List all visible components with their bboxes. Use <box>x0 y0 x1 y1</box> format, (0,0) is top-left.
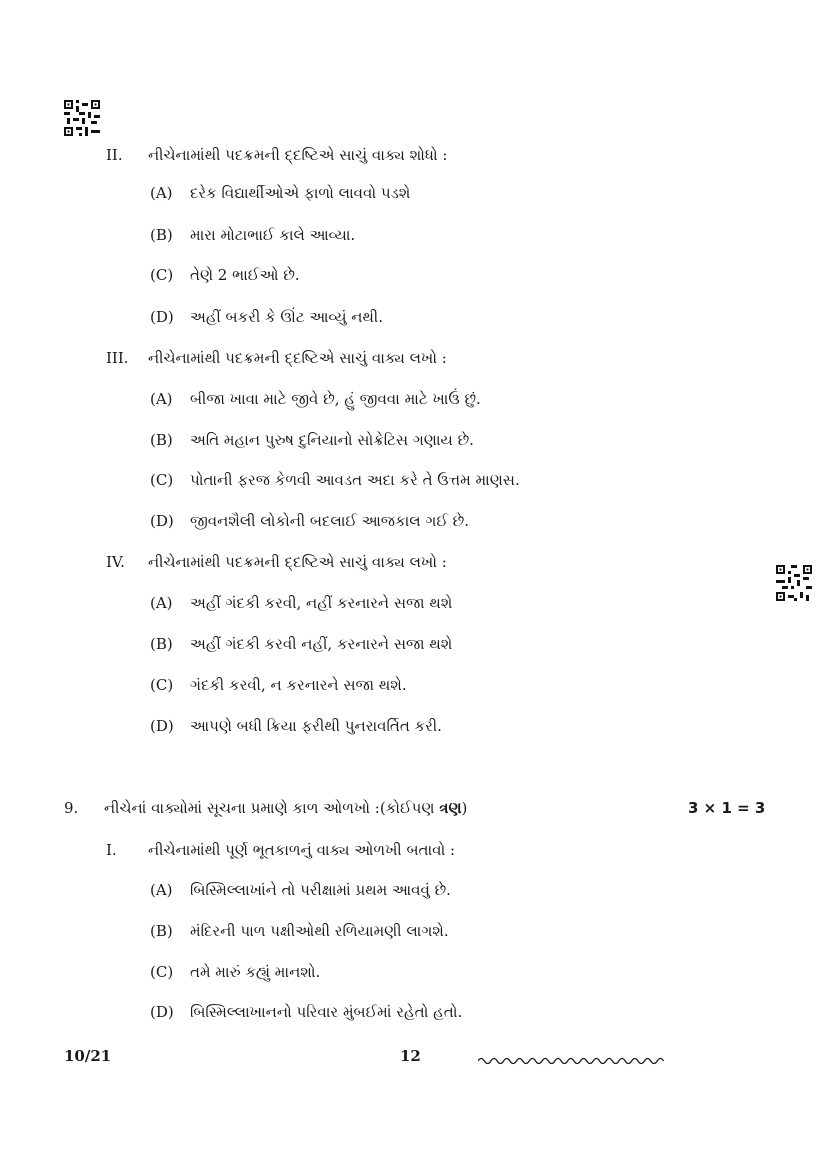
footer-paper-code: 10/21 <box>64 1047 112 1065</box>
option-letter: (D) <box>150 308 174 326</box>
option-text: પોતાની ફરજ કેળવી આવડત અદા કરે તે ઉત્તમ માણસ. <box>190 471 520 489</box>
option-text: બીજા ખાવા માટે જીવે છે, હું જીવવા માટે ખાઉં છું. <box>190 390 481 408</box>
question-instruction <box>104 798 467 818</box>
option-text: તમે મારું કહ્યું માનશો. <box>190 963 321 981</box>
part-instruction: નીચેનામાંથી પદક્રમની દ્દષ્ટિએ સાચું વાક્ય લખો : <box>148 553 447 571</box>
option-letter: (C) <box>150 471 174 489</box>
option-letter: (A) <box>150 594 173 612</box>
part-instruction: નીચેનામાંથી પૂર્ણ ભૂતકાળનું વાક્ય ઓળખી બતાવો : <box>148 841 456 859</box>
option-text: અહીં બકરી કે ઊંટ આવ્યું નથી. <box>190 308 383 326</box>
option-text: ગંદકી કરવી, ન કરનારને સજા થશે. <box>190 676 407 694</box>
question-instruction-emphasis: ત્રણ <box>439 799 462 817</box>
option-text: અહીં ગંદકી કરવી, નહીં કરનારને સજા થશે <box>190 594 453 612</box>
part-roman-numeral: IV. <box>106 553 125 571</box>
footer-wavy-line <box>478 1052 668 1064</box>
option-letter: (C) <box>150 963 174 981</box>
option-letter: (A) <box>150 390 173 408</box>
option-text: જીવનશૈલી લોકોની બદલાઈ આજકાલ ગઈ છે. <box>190 512 470 530</box>
part-instruction: નીચેનામાંથી પદક્રમની દ્દષ્ટિએ સાચું વાક્ય શોધો : <box>148 146 448 164</box>
option-letter: (D) <box>150 1003 174 1021</box>
option-letter: (A) <box>150 184 173 202</box>
option-letter: (B) <box>150 431 173 449</box>
option-letter: (B) <box>150 922 173 940</box>
option-text: દરેક વિદ્યાર્થીઓએ ફાળો લાવવો પડશે <box>190 184 411 202</box>
qr-code-top-left <box>64 100 100 136</box>
option-text: બિસ્મિલ્લાખાનનો પરિવાર મુંબઈમાં રહેતો હતો. <box>190 1003 463 1021</box>
option-letter: (B) <box>150 635 173 653</box>
qr-code-right <box>776 565 812 601</box>
option-letter: (C) <box>150 676 174 694</box>
part-instruction: નીચેનામાંથી પદક્રમની દ્દષ્ટિએ સાચું વાક્ય લખો : <box>148 349 447 367</box>
footer-page-number: 12 <box>400 1047 421 1065</box>
question-instruction-main: નીચેનાં વાક્યોમાં સૂચના પ્રમાણે કાળ ઓળખો :(કોઈપણ <box>104 799 440 817</box>
option-letter: (A) <box>150 881 173 899</box>
option-text: મંદિરની પાળ પક્ષીઓથી રળિયામણી લાગશે. <box>190 922 449 940</box>
option-text: અહીં ગંદકી કરવી નહીં, કરનારને સજા થશે <box>190 635 453 653</box>
question-number: 9. <box>64 799 79 817</box>
option-letter: (C) <box>150 266 174 284</box>
question-instruction-close: ) <box>461 799 468 817</box>
part-roman-numeral: I. <box>106 841 117 859</box>
option-text: આપણે બધી ક્રિયા ફરીથી પુનરાવર્તિત કરી. <box>190 717 442 735</box>
option-text: બિસ્મિલ્લાખાંને તો પરીક્ષામાં પ્રથમ આવવું છે. <box>190 881 451 899</box>
question-marks: 3 × 1 = 3 <box>688 799 766 817</box>
part-roman-numeral: II. <box>106 146 123 164</box>
part-roman-numeral: III. <box>106 349 129 367</box>
option-text: મારા મોટાભાઈ કાલે આવ્યા. <box>190 226 356 244</box>
option-letter: (B) <box>150 226 173 244</box>
option-text: તેણે 2 ભાઈઓ છે. <box>190 266 300 284</box>
option-letter: (D) <box>150 512 174 530</box>
option-letter: (D) <box>150 717 174 735</box>
option-text: અતિ મહાન પુરુષ દુનિયાનો સોક્રેટિસ ગણાય છે. <box>190 431 474 449</box>
